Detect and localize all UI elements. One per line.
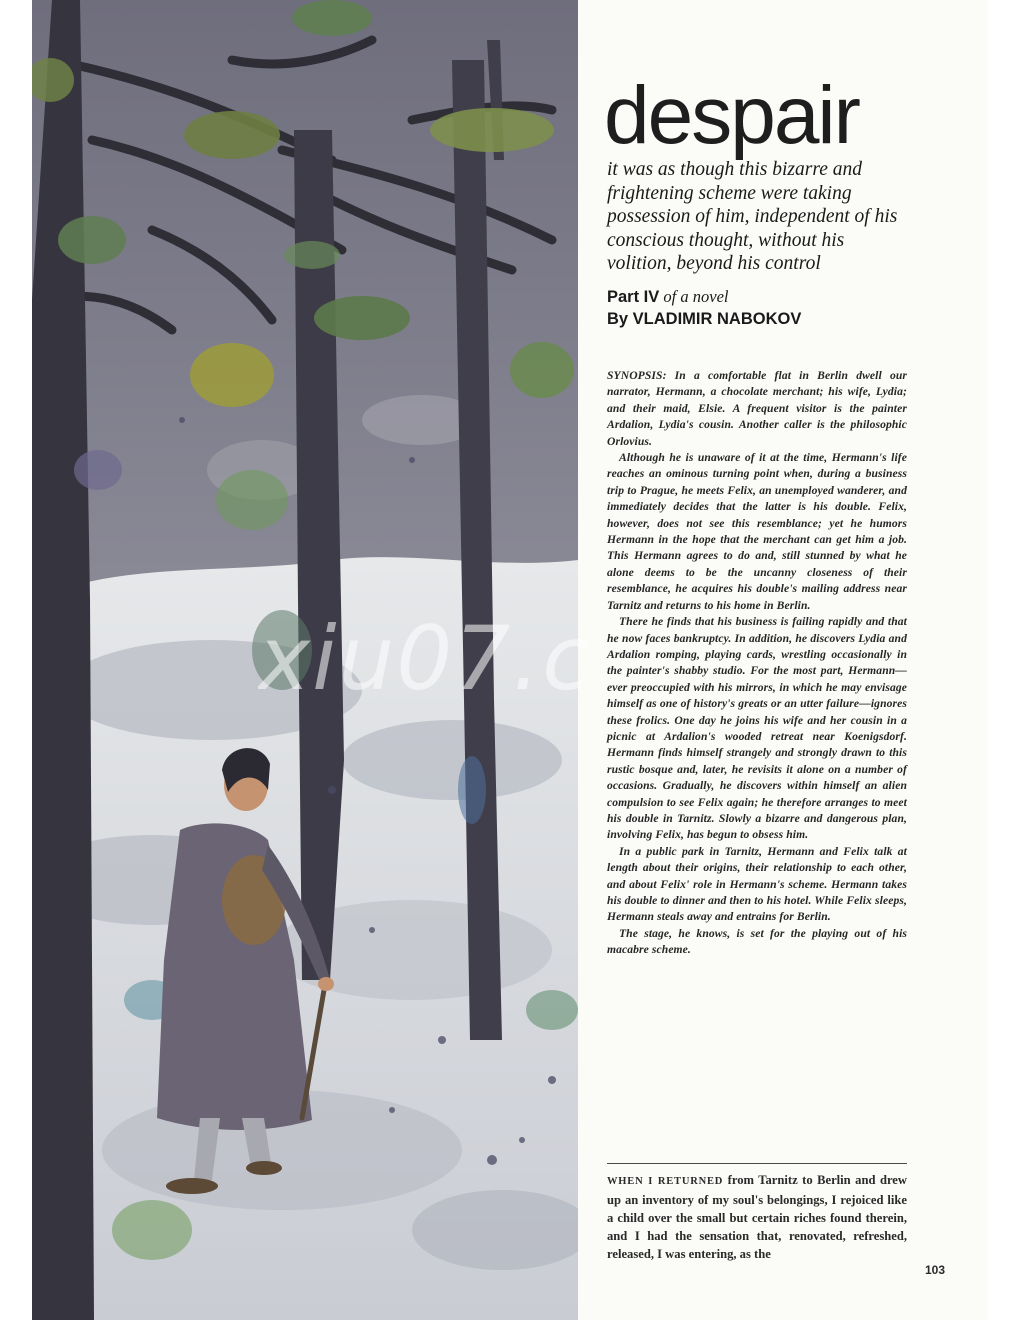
- synopsis-paragraph: [607, 368, 907, 450]
- watermark: xiu07.c: [258, 607, 593, 710]
- page-number: 103: [925, 1263, 946, 1277]
- opening-lead: WHEN I RETURNED: [607, 1176, 724, 1187]
- synopsis: [607, 368, 907, 959]
- byline: [607, 286, 927, 330]
- opening-paragraph: [607, 1171, 907, 1263]
- opening-text: from Tarnitz to Berlin and drew up an inventory of my soul's belongings, I rejoiced like a child over the small but certain riches found therein, and I had the sensation that, renovated, refreshed, released, I was entering, as the: [607, 1173, 907, 1261]
- author-line: By VLADIMIR NABOKOV: [607, 310, 802, 328]
- article-title: despair: [604, 70, 859, 161]
- synopsis-label: SYNOPSIS:: [607, 369, 667, 382]
- part-label: Part IV: [607, 288, 660, 306]
- part-rest: of a novel: [663, 287, 729, 306]
- synopsis-text: In a comfortable flat in Berlin dwell our narrator, Hermann, a chocolate merchant; his wife, Lydia; and their maid, Elsie. A frequent visitor is the painter Ardalion, Lydia's cousin. Another caller is the philosophic Orlovius.: [607, 369, 907, 448]
- synopsis-paragraph: In a public park in Tarnitz, Hermann and Felix talk at length about their origins, their relationship to each other, and about Felix' role in Hermann's scheme. Hermann takes his double to dinner and then to his hotel. While Felix sleeps, Hermann steals away and entrains for Berlin.: [607, 844, 907, 924]
- part-line: [607, 286, 927, 308]
- synopsis-paragraph: The stage, he knows, is set for the playing out of his macabre scheme.: [607, 926, 907, 957]
- article-subtitle: it was as though this bizarre and frightening scheme were taking possession of him, independent of his conscious thought, without his volition, beyond his control: [607, 159, 898, 274]
- synopsis-paragraph: There he finds that his business is failing rapidly and that he now faces bankruptcy. In addition, he discovers Lydia and Ardalion romping, playing cards, wrestling occasionally in the painter's shabby studio. For the most part, Hermann—ever preoccupied with his mirrors, in which he may envisage himself as one of history's greats or an utter failure—ignores these frolics. One day he joins his wife and her cousin in a picnic at Ardalion's wooded retreat near Koenigsdorf. Hermann finds himself strangely and strongly drawn to this rustic bosque and, later, he revisits it alone on a number of occasions. Gradually, he discovers within himself an alien compulsion to see Felix again; he therefore arranges to meet his double in Tarnitz. Slowly a bizarre and dangerous plan, involving Felix, has begun to obsess him.: [607, 615, 907, 842]
- section-divider: [607, 1163, 907, 1164]
- synopsis-paragraph: Although he is unaware of it at the time, Hermann's life reaches an ominous turning point when, during a business trip to Prague, he meets Felix, an unemployed wanderer, and immediately decides that the latter is his double. Felix, however, does not see this resemblance; yet he humors Hermann in the hope that the merchant can get him a job. This Hermann agrees to do and, still stunned by what he alone deems to be the uncanny closeness of their resemblance, he acquires his double's mailing address near Tarnitz and returns to his home in Berlin.: [607, 451, 907, 612]
